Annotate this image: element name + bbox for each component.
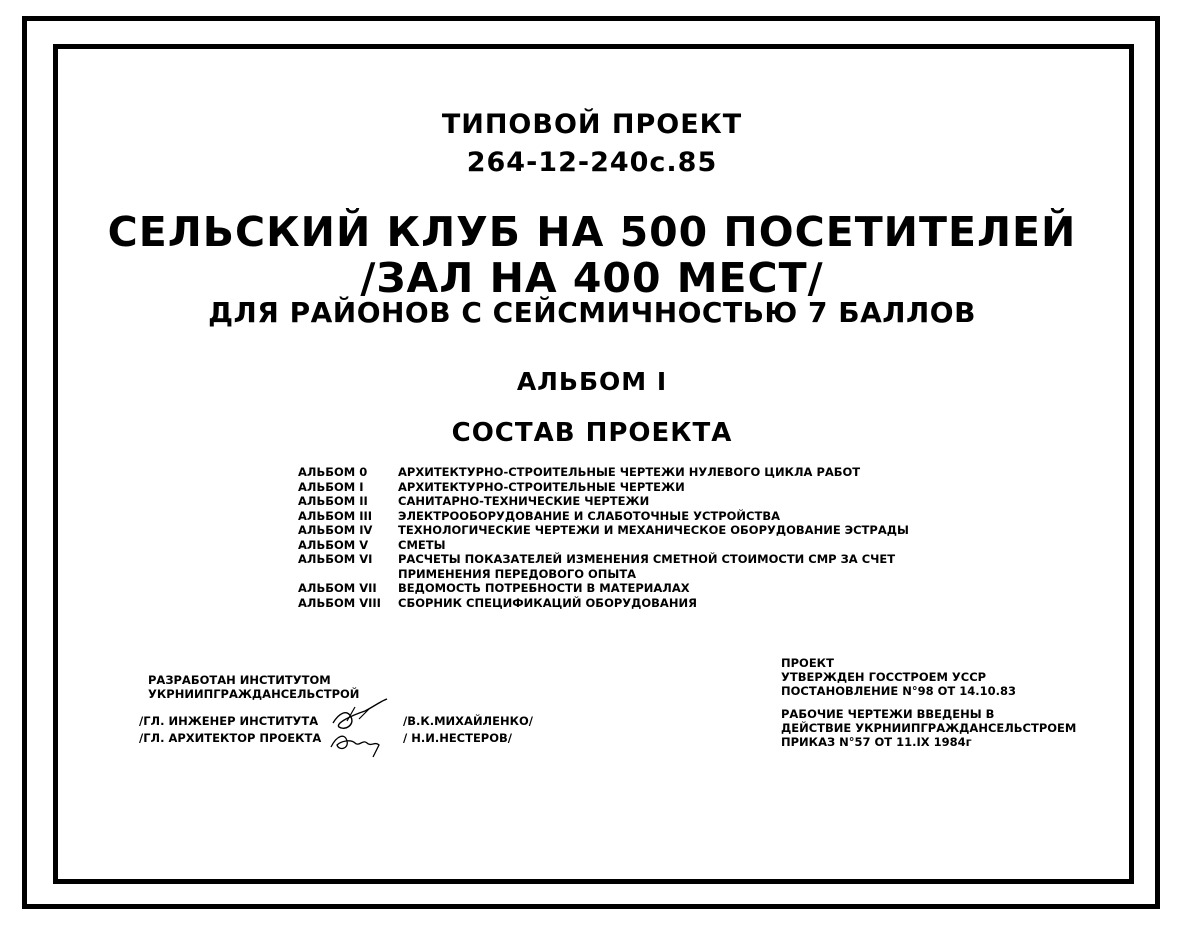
album-row [298, 523, 909, 538]
developer-line: РАЗРАБОТАН ИНСТИТУТОМ [148, 673, 331, 687]
signatory-names [403, 713, 533, 747]
composition-heading: СОСТАВ ПРОЕКТА [451, 418, 733, 448]
album-number: АЛЬБОМ III [298, 508, 373, 523]
album-number: АЛЬБОМ VI [298, 552, 373, 566]
album-row [298, 581, 909, 596]
title-line-1: СЕЛЬСКИЙ КЛУБ НА 500 ПОСЕТИТЕЛЕЙ [107, 208, 1077, 256]
album-number: АЛЬБОМ 0 [298, 465, 368, 479]
album-description: ЭЛЕКТРООБОРУДОВАНИЕ И СЛАБОТОЧНЫЕ УСТРОЙСТВА [398, 508, 781, 523]
subtitle: ДЛЯ РАЙОНОВ С СЕЙСМИЧНОСТЬЮ 7 БАЛЛОВ [208, 296, 976, 329]
role-chief-architect: /ГЛ. АРХИТЕКТОР ПРОЕКТА [139, 731, 322, 745]
album-row [298, 596, 909, 611]
name-mykhailenko: /В.К.МИХАЙЛЕНКО/ [403, 714, 533, 728]
album-description: СМЕТЫ [398, 537, 446, 552]
project-code: 264-12-240с.85 [466, 147, 718, 178]
developer-institute: УКРНИИПГРАЖДАНСЕЛЬСТРОЙ [148, 687, 360, 701]
album-row [298, 552, 909, 581]
signatory-roles [139, 713, 321, 747]
album-description: АРХИТЕКТУРНО-СТРОИТЕЛЬНЫЕ ЧЕРТЕЖИ [398, 479, 685, 494]
album-label: АЛЬБОМ I [516, 367, 668, 396]
approval-decree: ПОСТАНОВЛЕНИЕ N°98 ОТ 14.10.83 [781, 684, 1017, 698]
album-description: СБОРНИК СПЕЦИФИКАЦИЙ ОБОРУДОВАНИЯ [398, 595, 697, 610]
albums-list [298, 465, 909, 610]
album-row [298, 494, 909, 509]
approval-line: ПРОЕКТ [781, 656, 834, 670]
spacer [781, 698, 1076, 707]
album-description: ВЕДОМОСТЬ ПОТРЕБНОСТИ В МАТЕРИАЛАХ [398, 581, 690, 595]
album-row [298, 538, 909, 553]
album-number: АЛЬБОМ V [298, 537, 369, 552]
album-number: АЛЬБОМ II [298, 494, 368, 508]
album-description: РАСЧЕТЫ ПОКАЗАТЕЛЕЙ ИЗМЕНЕНИЯ СМЕТНОЙ СТОИМОСТИ СМР ЗА СЧЕТ ПРИМЕНЕНИЯ ПЕРЕДОВОГО ОПЫТА [398, 552, 896, 581]
type-label: ТИПОВОЙ ПРОЕКТ [441, 109, 743, 140]
approval-block [781, 656, 1076, 749]
title-line-2: /ЗАЛ НА 400 МЕСТ/ [360, 254, 824, 302]
album-row [298, 465, 909, 480]
album-number: АЛЬБОМ VII [298, 581, 377, 595]
approval-order: ПРИКАЗ N°57 ОТ 11.IX 1984г [781, 735, 972, 749]
approval-line: ДЕЙСТВИЕ УКРНИИПГРАЖДАНСЕЛЬСТРОЕМ [781, 721, 1077, 735]
approval-line: РАБОЧИЕ ЧЕРТЕЖИ ВВЕДЕНЫ В [781, 707, 995, 721]
album-number: АЛЬБОМ VIII [298, 595, 381, 610]
album-row [298, 480, 909, 495]
album-description: САНИТАРНО-ТЕХНИЧЕСКИЕ ЧЕРТЕЖИ [398, 494, 650, 508]
album-number: АЛЬБОМ I [298, 479, 364, 494]
album-number: АЛЬБОМ IV [298, 523, 373, 537]
role-chief-engineer: /ГЛ. ИНЖЕНЕР ИНСТИТУТА [139, 714, 319, 728]
handwritten-signature [325, 695, 395, 760]
name-nesterov: / Н.И.НЕСТЕРОВ/ [403, 731, 512, 745]
approval-line: УТВЕРЖДЕН ГОССТРОЕМ УССР [781, 670, 987, 684]
album-description: ТЕХНОЛОГИЧЕСКИЕ ЧЕРТЕЖИ И МЕХАНИЧЕСКОЕ ОБОРУДОВАНИЕ ЭСТРАДЫ [398, 523, 909, 537]
album-description: АРХИТЕКТУРНО-СТРОИТЕЛЬНЫЕ ЧЕРТЕЖИ НУЛЕВОГО ЦИКЛА РАБОТ [398, 465, 861, 479]
album-row [298, 509, 909, 524]
